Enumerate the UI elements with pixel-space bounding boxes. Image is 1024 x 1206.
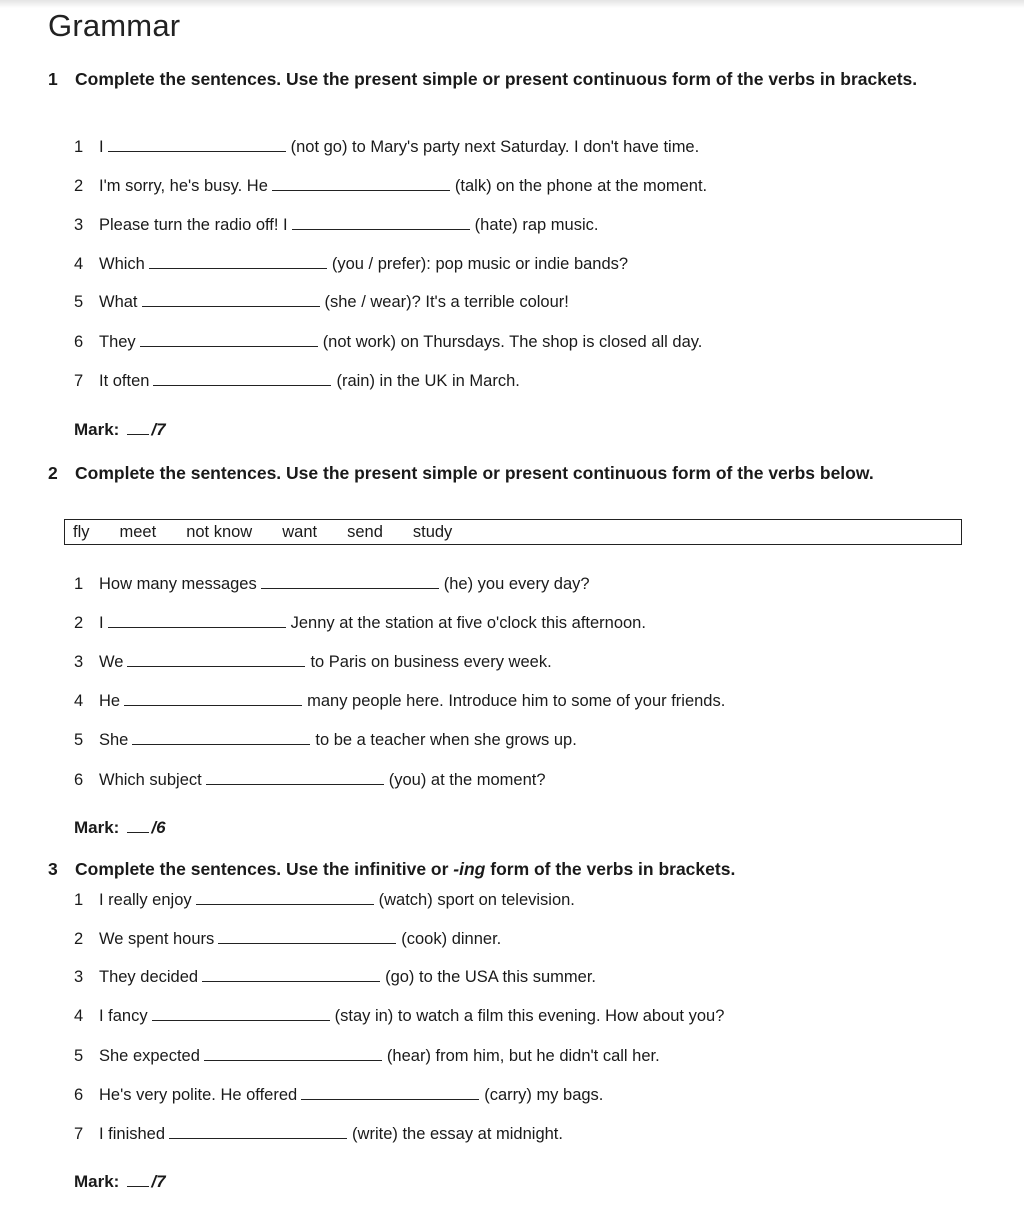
exercise-item: 6 Which subject (you) at the moment? [74, 771, 546, 789]
section-number: 3 [48, 859, 58, 879]
exercise-item: 2 I Jenny at the station at five o'clock this afternoon. [74, 614, 646, 632]
answer-blank[interactable] [261, 574, 439, 589]
mark-line: Mark: /7 [74, 420, 166, 439]
answer-blank[interactable] [292, 215, 470, 230]
exercise-item: 4 Which (you / prefer): pop music or indie bands? [74, 255, 629, 273]
exercise-item: 7 It often (rain) in the UK in March. [74, 372, 520, 390]
answer-blank[interactable] [124, 691, 302, 706]
instruction-text: Complete the sentences. Use the present simple or present continuous form of the verbs in brackets. [75, 69, 918, 89]
answer-blank[interactable] [202, 967, 380, 982]
word-box-item: not know [186, 523, 253, 541]
answer-blank[interactable] [140, 332, 318, 347]
exercise-item: 1 How many messages (he) you every day? [74, 575, 590, 593]
answer-blank[interactable] [108, 137, 286, 152]
exercise-item: 3 Please turn the radio off! I (hate) rap music. [74, 216, 599, 234]
exercise-item: 7 I finished (write) the essay at midnight. [74, 1125, 563, 1143]
exercise-item: 2 I'm sorry, he's busy. He (talk) on the phone at the moment. [74, 177, 708, 195]
exercise-item: 1 I (not go) to Mary's party next Saturday. I don't have time. [74, 138, 700, 156]
answer-blank[interactable] [218, 929, 396, 944]
top-edge [0, 0, 1024, 8]
word-box-item: want [282, 523, 318, 541]
mark-line: Mark: /6 [74, 818, 166, 837]
exercise-item: 3 They decided (go) to the USA this summer. [74, 968, 596, 986]
section-2-instruction [48, 462, 948, 485]
mark-blank[interactable] [127, 818, 149, 833]
exercise-item: 5 What (she / wear)? It's a terrible colour! [74, 293, 569, 311]
word-box-item: study [412, 523, 453, 541]
answer-blank[interactable] [272, 176, 450, 191]
answer-blank[interactable] [149, 254, 327, 269]
mark-blank[interactable] [127, 1172, 149, 1187]
exercise-item: 6 They (not work) on Thursdays. The shop is closed all day. [74, 333, 703, 351]
page-title: Grammar [48, 8, 181, 43]
answer-blank[interactable] [153, 371, 331, 386]
word-box-item: meet [119, 523, 157, 541]
exercise-item: 4 I fancy (stay in) to watch a film this evening. How about you? [74, 1007, 725, 1025]
answer-blank[interactable] [301, 1085, 479, 1100]
exercise-item: 1 I really enjoy (watch) sport on television. [74, 891, 575, 909]
exercise-item: 5 She to be a teacher when she grows up. [74, 731, 577, 749]
exercise-item: 4 He many people here. Introduce him to some of your friends. [74, 692, 726, 710]
answer-blank[interactable] [204, 1046, 382, 1061]
word-box [64, 519, 962, 545]
answer-blank[interactable] [206, 770, 384, 785]
answer-blank[interactable] [196, 890, 374, 905]
mark-line: Mark: /7 [74, 1172, 166, 1191]
answer-blank[interactable] [152, 1006, 330, 1021]
section-number: 1 [48, 69, 58, 89]
exercise-item: 3 We to Paris on business every week. [74, 653, 552, 671]
section-3-instruction [48, 858, 948, 881]
answer-blank[interactable] [169, 1124, 347, 1139]
section-number: 2 [48, 463, 58, 483]
answer-blank[interactable] [132, 730, 310, 745]
mark-blank[interactable] [127, 420, 149, 435]
answer-blank[interactable] [142, 292, 320, 307]
exercise-item: 6 He's very polite. He offered (carry) my bags. [74, 1086, 604, 1104]
exercise-item: 5 She expected (hear) from him, but he didn't call her. [74, 1047, 660, 1065]
instruction-text: Complete the sentences. Use the infinitive or -ing form of the verbs in brackets. [75, 859, 736, 879]
answer-blank[interactable] [127, 652, 305, 667]
word-box-item: send [347, 523, 383, 541]
word-box-item: fly [73, 523, 90, 541]
exercise-item: 2 We spent hours (cook) dinner. [74, 930, 502, 948]
instruction-text: Complete the sentences. Use the present simple or present continuous form of the verbs below. [75, 463, 874, 483]
section-1-instruction [48, 68, 948, 91]
answer-blank[interactable] [108, 613, 286, 628]
